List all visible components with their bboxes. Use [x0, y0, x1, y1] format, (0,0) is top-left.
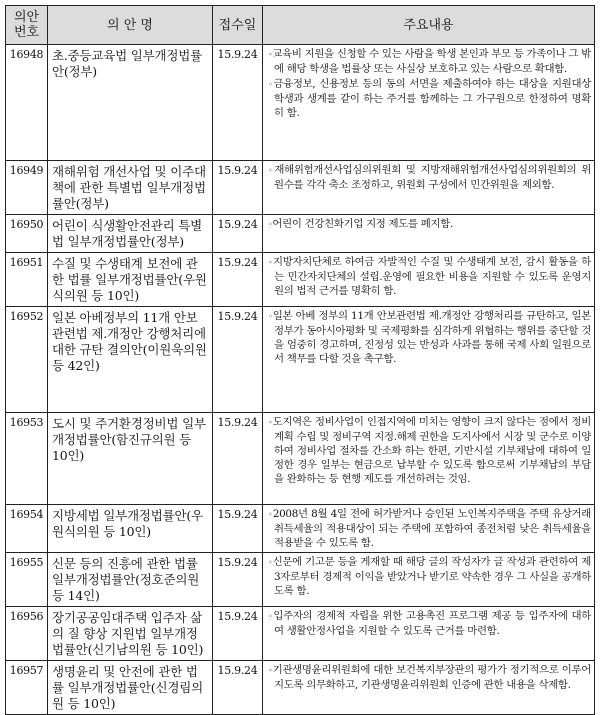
table-row [6, 161, 595, 215]
receipt-date: 15.9.24 [213, 413, 263, 505]
receipt-date: 15.9.24 [213, 215, 263, 253]
content-item [266, 555, 591, 598]
receipt-date: 15.9.24 [213, 307, 263, 413]
bill-name: 일본 아베정부의 11개 안보관련법 제.개정안 강행처리에 대한 규탄 결의안(이원욱의원 등 42인) [48, 307, 213, 413]
bill-number: 16954 [6, 505, 48, 553]
receipt-date: 15.9.24 [213, 661, 263, 715]
content-item-text: 재해위험개선사업심의위원회 및 지방재해위험개선사업심의위원회의 위원수를 각각 축소 조정하고, 위원회 구성에서 민간위원을 제외함. [274, 164, 592, 191]
bullet-icon: ◦ [268, 258, 274, 267]
bill-name: 수질 및 수생태계 보전에 관한 법률 일부개정법률안(우원식의원 등 10인) [48, 253, 213, 307]
content-item-text: 금융정보, 신용정보 등의 동의 서면을 제출하여야 하는 대상을 지원대상 학생과 생계를 같이 하는 주거를 함께하는 그 가구원으로 한정하여 명확히 함. [273, 78, 591, 119]
content-item [266, 47, 591, 76]
bullet-icon: ◦ [268, 510, 273, 519]
bullet-icon: ◦ [268, 166, 275, 175]
bill-name: 재해위험 개선사업 및 이주대책에 관한 특별법 일부개정법률안(정부) [48, 161, 213, 215]
bill-number: 16951 [6, 253, 48, 307]
receipt-date: 15.9.24 [213, 161, 263, 215]
bullet-icon: ◦ [268, 558, 273, 567]
bill-number: 16957 [6, 661, 48, 715]
main-content [263, 161, 595, 215]
table-row [6, 45, 595, 161]
main-content [263, 215, 595, 253]
content-item [266, 255, 591, 298]
bill-name: 장기공공임대주택 입주자 삶의 질 향상 지원법 일부개정법률안(신기남의원 등 10인) [48, 607, 213, 661]
content-item-text: 입주자의 경제적 자립을 위한 고용촉진 프로그램 제공 등 입주자에 대하여 생활안정사업을 지원할 수 있도록 근거를 마련함. [273, 610, 591, 637]
bill-name: 도시 및 주거환경정비법 일부개정법률안(함진규의원 등 10인) [48, 413, 213, 505]
table-row [6, 505, 595, 553]
bill-name: 초.중등교육법 일부개정법률안(정부) [48, 45, 213, 161]
bullet-icon: ◦ [268, 50, 273, 59]
bill-number: 16949 [6, 161, 48, 215]
table-row [6, 215, 595, 253]
receipt-date: 15.9.24 [213, 505, 263, 553]
content-item [266, 163, 591, 192]
receipt-date: 15.9.24 [213, 553, 263, 607]
main-content [263, 253, 595, 307]
content-item [266, 77, 591, 120]
content-item-text: 교육비 지원을 신청할 수 있는 사람을 학생 본인과 부모 등 가족이나 그 밖에 해당 학생을 법률상 또는 사실상 보호하고 있는 사람으로 확대함. [272, 48, 591, 75]
content-item-text: 신문에 기고문 등을 게재할 때 해당 글의 작성자가 글 작성과 관련하여 제3자로부터 경제적 이익을 받았거나 받기로 약속한 경우 그 사실을 공개하도록 함. [272, 556, 591, 597]
bill-name: 생명윤리 및 안전에 관한 법률 일부개정법률안(신경림의원 등 10인) [48, 661, 213, 715]
content-item-text: 기관생명윤리위원회에 대한 보건복지부장관의 평가가 정기적으로 이루어지도록 의무화하고, 기관생명윤리위원회 인증에 관한 내용을 삭제함. [272, 664, 591, 691]
bill-name: 어린이 식생활안전관리 특별법 일부개정법률안(정부) [48, 215, 213, 253]
bill-name: 신문 등의 진흥에 관한 법률 일부개정법률안(정호준의원 등 14인) [48, 553, 213, 607]
main-content [263, 413, 595, 505]
content-item [266, 507, 591, 550]
bullet-icon: ◦ [268, 80, 274, 89]
main-content [263, 607, 595, 661]
bullet-icon: ◦ [268, 220, 273, 229]
bullet-icon: ◦ [268, 418, 273, 427]
bill-number: 16948 [6, 45, 48, 161]
content-item-text: 지방자치단체로 하여금 자발적인 수질 및 수생태계 보전, 감시 활동을 하는 민간자치단체의 설립.운영에 필요한 비용을 지원할 수 있도록 운영지원의 법적 근거를 명확히 함. [273, 256, 591, 297]
table-row [6, 607, 595, 661]
content-item-text: 도지역은 정비사업이 인접지역에 미치는 영향이 크지 않다는 점에서 정비계획 수립 및 정비구역 지정.해제 권한을 도지사에서 시장 및 군수로 이양하여 정비사업 절차를 간소화 하는 한편, 기반시설 기부채납에 대하여 일정한 경우 일부는 현금으로 납부할 수 있도록 함으로써 기부채납의 부담을 완화하는 등 현행 제도를 개선하려는 것임. [272, 416, 591, 485]
bill-number: 16956 [6, 607, 48, 661]
main-content [263, 45, 595, 161]
main-content [263, 505, 595, 553]
bill-list-document [5, 5, 595, 715]
content-item [266, 415, 591, 486]
bill-table [5, 5, 595, 715]
content-item-text: 어린이 건강친화기업 지정 제도를 폐지함. [272, 218, 453, 230]
table-row [6, 307, 595, 413]
content-item-text: 2008년 8월 4일 전에 허가받거나 승인된 노인복지주택을 주택 유상거래 취득세율의 적용대상이 되는 주택에 포함하여 종전처럼 낮은 취득세율을 적용받을 수 있도록 함. [272, 508, 591, 549]
content-item [266, 309, 591, 366]
bill-name: 지방세법 일부개정법률안(우원식의원 등 10인) [48, 505, 213, 553]
bullet-icon: ◦ [268, 612, 274, 621]
main-content [263, 661, 595, 715]
receipt-date: 15.9.24 [213, 253, 263, 307]
content-item-text: 일본 아베 정부의 11개 안보관련법 제.개정안 강행처리를 규탄하고, 일본 정부가 동아시아평화 및 국제평화를 심각하게 위협하는 행위를 중단할 것을 엄중히 경고하며, 진정성 있는 반성과 사과를 통해 국제 사회 일원으로서 책무를 다할 것을 촉구함. [272, 310, 592, 365]
receipt-date: 15.9.24 [213, 45, 263, 161]
table-row [6, 253, 595, 307]
receipt-date: 15.9.24 [213, 607, 263, 661]
header-main-content: 주요내용 [263, 6, 595, 45]
bill-number: 16955 [6, 553, 48, 607]
table-row [6, 661, 595, 715]
table-body [6, 45, 595, 715]
table-row [6, 413, 595, 505]
header-bill-number: 의안 번호 [6, 6, 48, 45]
bill-number: 16950 [6, 215, 48, 253]
content-item [266, 663, 591, 692]
table-row [6, 553, 595, 607]
header-receipt-date: 접수일 [213, 6, 263, 45]
header-bill-name: 의 안 명 [48, 6, 213, 45]
bill-number: 16953 [6, 413, 48, 505]
content-item [266, 609, 591, 638]
content-item [266, 217, 591, 232]
main-content [263, 307, 595, 413]
bullet-icon: ◦ [268, 666, 273, 675]
bullet-icon: ◦ [268, 312, 273, 321]
table-header-row [6, 6, 595, 45]
main-content [263, 553, 595, 607]
bill-number: 16952 [6, 307, 48, 413]
